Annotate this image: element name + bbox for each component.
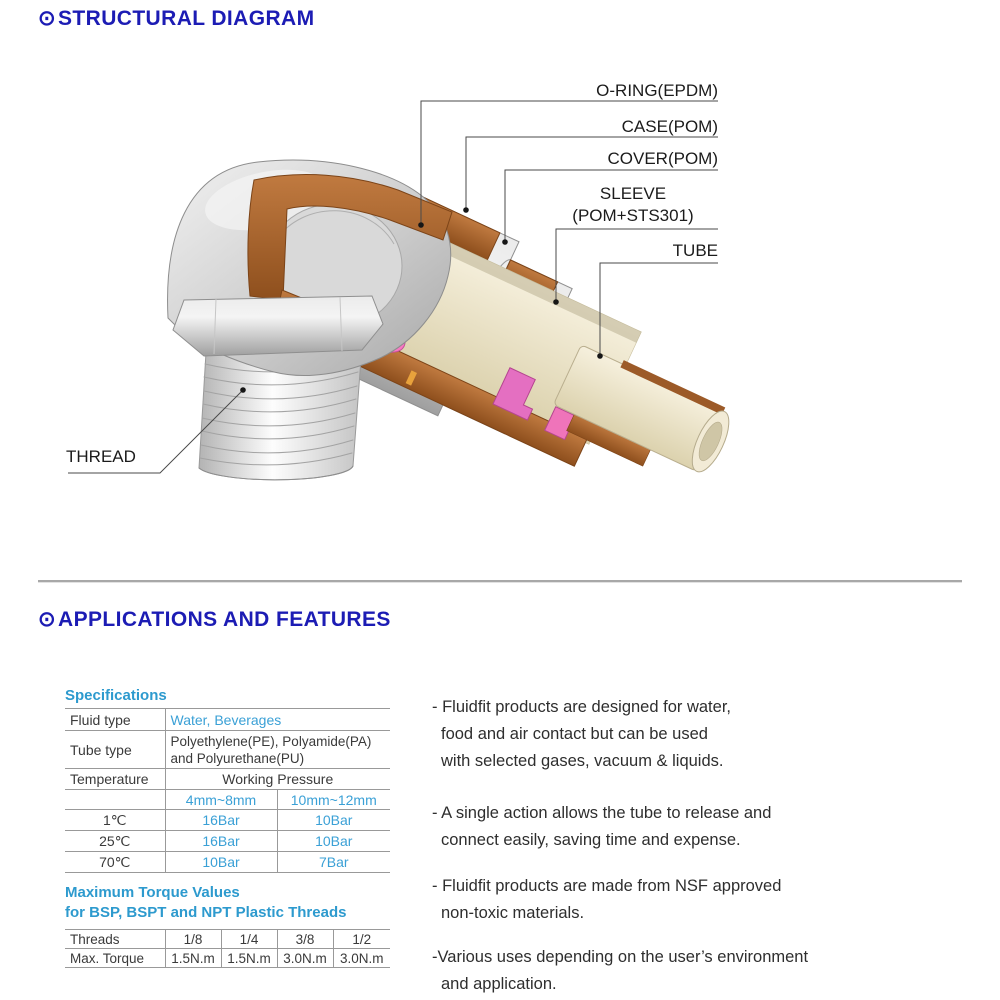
- fluid-type-value: Water, Beverages: [165, 709, 390, 731]
- table-row: [65, 831, 390, 852]
- pressure-value: 7Bar: [277, 852, 390, 873]
- table-row: Max. Torque 1.5N.m 1.5N.m 3.0N.m 3.0N.m: [65, 949, 390, 968]
- list-item: -Various uses depending on the user’s environment and application.: [432, 948, 809, 993]
- pressure-value: 16Bar: [165, 831, 277, 852]
- threads-label: Threads: [65, 930, 165, 949]
- temp-value: 1℃: [65, 810, 165, 831]
- pressure-value: 10Bar: [165, 852, 277, 873]
- pressure-col-2: 10mm~12mm: [277, 790, 390, 810]
- specifications-heading: Specifications: [65, 687, 167, 704]
- label-sleeve-line1: SLEEVE: [599, 184, 667, 203]
- section-bullet-icon: ⊙: [38, 608, 56, 631]
- features-list: [432, 694, 972, 998]
- label-o-ring: O-RING(EPDM): [596, 81, 718, 100]
- table-row: [65, 731, 390, 769]
- table-row: [65, 709, 390, 731]
- label-sleeve: [548, 183, 718, 227]
- max-torque-label: Max. Torque: [65, 949, 165, 968]
- pressure-value: 16Bar: [165, 810, 277, 831]
- hex-collar: [173, 296, 383, 356]
- label-tube: TUBE: [672, 241, 718, 260]
- label-case: CASE(POM): [621, 117, 718, 136]
- table-row: [65, 810, 390, 831]
- section1-title-text: STRUCTURAL DIAGRAM: [58, 7, 315, 30]
- pressure-value: 10Bar: [277, 810, 390, 831]
- label-sleeve-line2: (POM+STS301): [572, 206, 694, 225]
- working-pressure-label: Working Pressure: [165, 769, 390, 790]
- list-item: - Fluidfit products are made from NSF approved non-toxic materials.: [432, 877, 782, 922]
- section-title-applications: [38, 607, 391, 632]
- torque-heading-line1: Maximum Torque Values: [65, 884, 240, 901]
- tube-type-label: Tube type: [65, 731, 165, 769]
- tube-type-value: Polyethylene(PE), Polyamide(PA) and Polyurethane(PU): [165, 731, 390, 769]
- fluid-type-label: Fluid type: [65, 709, 165, 731]
- section2-title-text: APPLICATIONS AND FEATURES: [58, 608, 391, 631]
- temp-value: 25℃: [65, 831, 165, 852]
- table-row: [65, 852, 390, 873]
- specifications-table: [65, 708, 390, 873]
- list-item: - Fluidfit products are designed for water, food and air contact but can be used with selected gases, vacuum & liquids.: [432, 698, 731, 770]
- section-bullet-icon: ⊙: [38, 7, 56, 30]
- pressure-value: 10Bar: [277, 831, 390, 852]
- table-row: Threads 1/8 1/4 3/8 1/2: [65, 930, 390, 949]
- temp-value: 70℃: [65, 852, 165, 873]
- list-item: - A single action allows the tube to release and connect easily, saving time and expense.: [432, 804, 772, 849]
- torque-table: [65, 929, 390, 968]
- temperature-label: Temperature: [65, 769, 165, 790]
- pressure-col-1: 4mm~8mm: [165, 790, 277, 810]
- table-row: [65, 790, 390, 810]
- label-thread: THREAD: [66, 447, 136, 466]
- section-divider: [38, 580, 962, 582]
- table-row: [65, 769, 390, 790]
- label-cover: COVER(POM): [607, 149, 718, 168]
- torque-heading-line2: for BSP, BSPT and NPT Plastic Threads: [65, 904, 347, 921]
